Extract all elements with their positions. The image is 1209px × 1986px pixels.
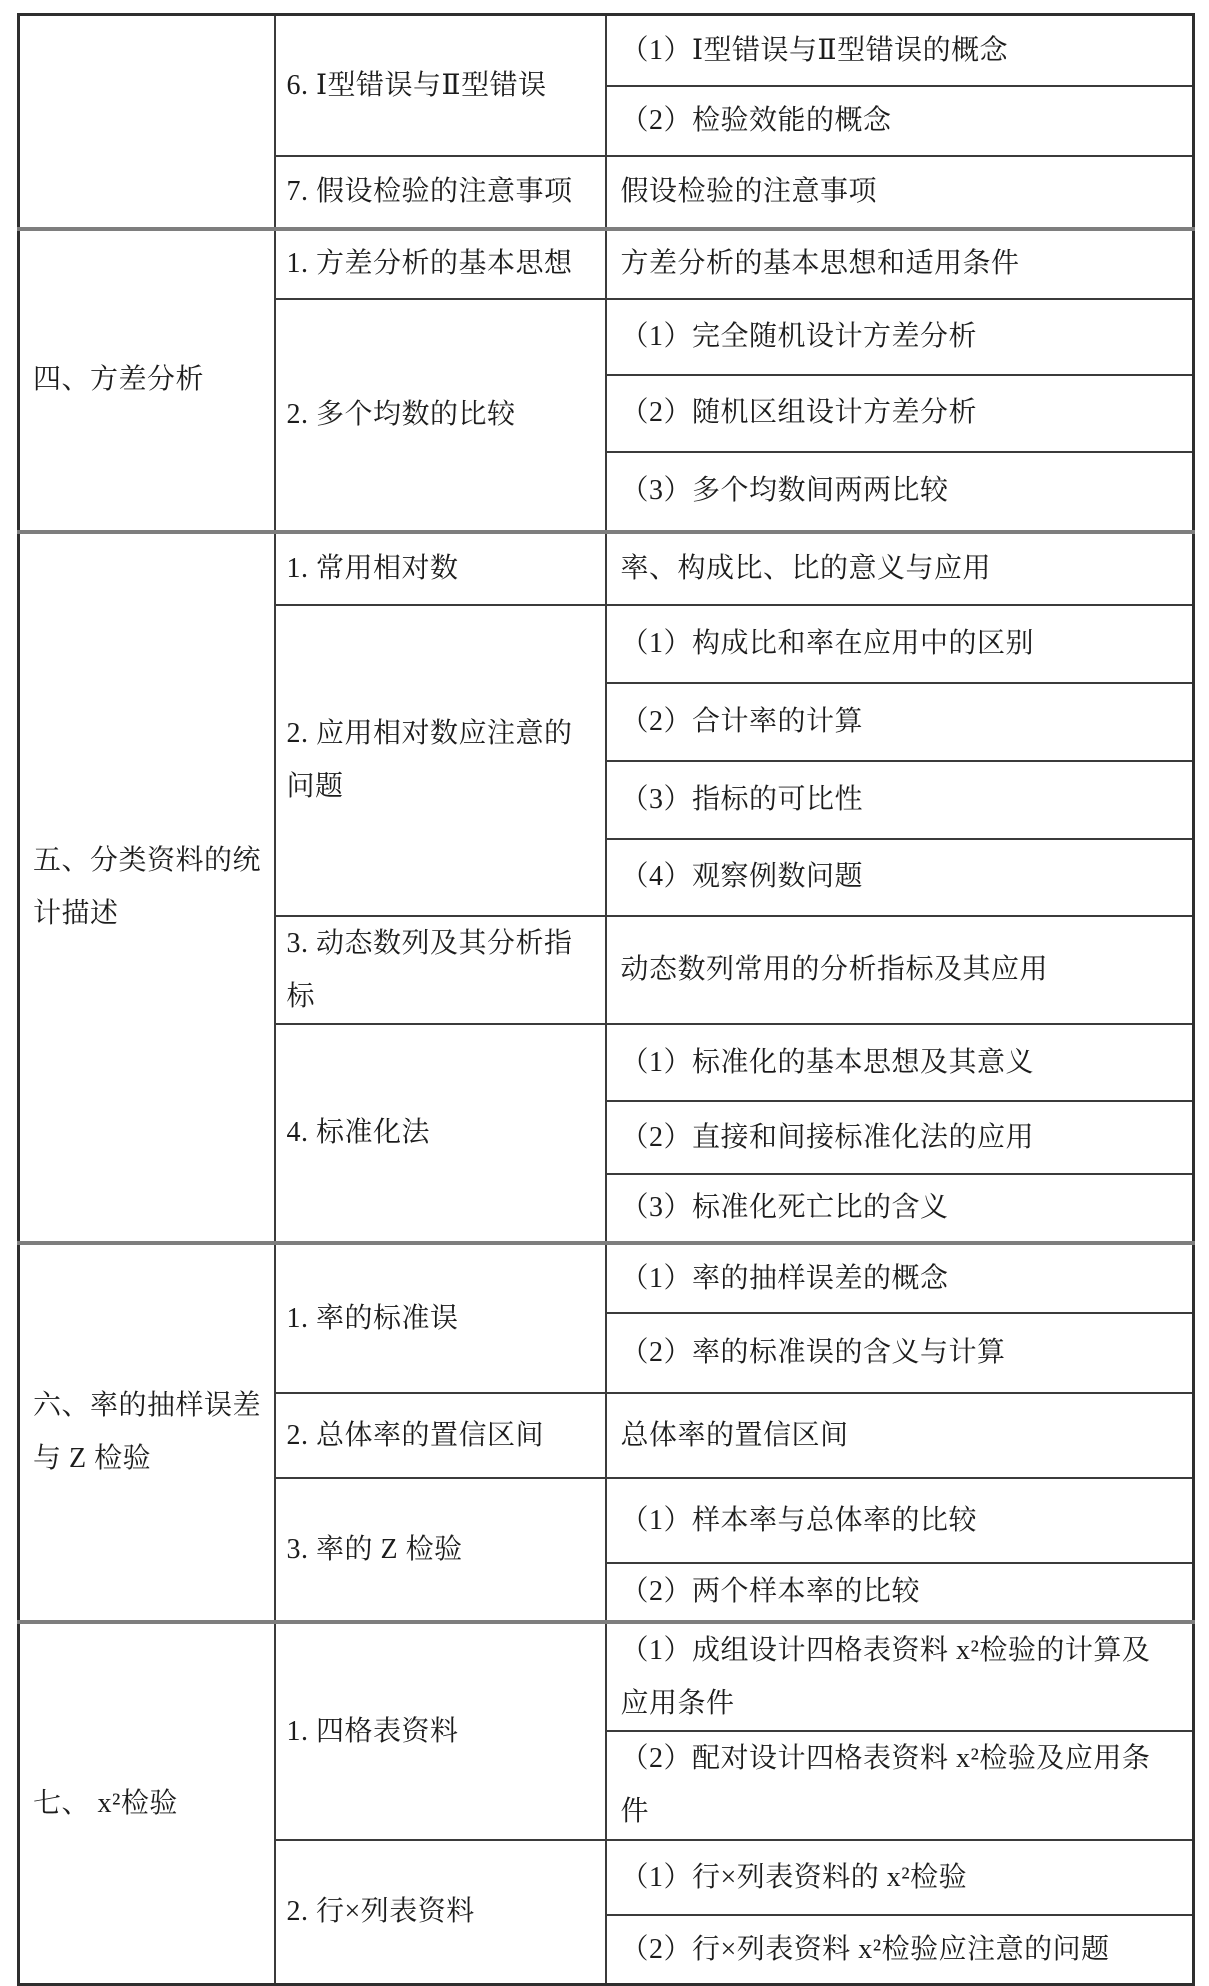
- section-cell: 四、方差分析: [19, 229, 275, 532]
- point-cell: 率、构成比、比的意义与应用: [606, 532, 1194, 605]
- topic-cell: 2. 总体率的置信区间: [275, 1393, 606, 1478]
- point-cell: （1）样本率与总体率的比较: [606, 1478, 1194, 1563]
- topic-cell: 3. 动态数列及其分析指标: [275, 916, 606, 1024]
- point-cell: （1）成组设计四格表资料 x²检验的计算及应用条件: [606, 1622, 1194, 1731]
- section-cell: 七、 x²检验: [19, 1622, 275, 1985]
- point-cell: （1）标准化的基本思想及其意义: [606, 1024, 1194, 1101]
- point-cell: （2）率的标准误的含义与计算: [606, 1313, 1194, 1393]
- point-cell: （3）指标的可比性: [606, 761, 1194, 839]
- section-cell: 五、分类资料的统计描述: [19, 532, 275, 1243]
- point-cell: （1）率的抽样误差的概念: [606, 1243, 1194, 1313]
- topic-cell: 7. 假设检验的注意事项: [275, 156, 606, 229]
- point-cell: （3）标准化死亡比的含义: [606, 1174, 1194, 1243]
- point-cell: （2）随机区组设计方差分析: [606, 375, 1194, 452]
- point-cell: 方差分析的基本思想和适用条件: [606, 229, 1194, 299]
- point-cell: 假设检验的注意事项: [606, 156, 1194, 229]
- topic-cell: 6. Ⅰ型错误与Ⅱ型错误: [275, 15, 606, 156]
- point-cell: （1）构成比和率在应用中的区别: [606, 605, 1194, 683]
- point-cell: （2）合计率的计算: [606, 683, 1194, 761]
- exam-outline-table: [17, 13, 1195, 1986]
- topic-cell: 1. 常用相对数: [275, 532, 606, 605]
- point-cell: （1）行×列表资料的 x²检验: [606, 1840, 1194, 1915]
- point-cell: （2）两个样本率的比较: [606, 1563, 1194, 1622]
- point-cell: （2）直接和间接标准化法的应用: [606, 1101, 1194, 1174]
- section-cell: [19, 15, 275, 229]
- point-cell: （1）Ⅰ型错误与Ⅱ型错误的概念: [606, 15, 1194, 86]
- topic-cell: 4. 标准化法: [275, 1024, 606, 1243]
- point-cell: （4）观察例数问题: [606, 839, 1194, 916]
- point-cell: 动态数列常用的分析指标及其应用: [606, 916, 1194, 1024]
- topic-cell: 3. 率的 Z 检验: [275, 1478, 606, 1622]
- section-cell: 六、率的抽样误差与 Z 检验: [19, 1243, 275, 1622]
- topic-cell: 2. 应用相对数应注意的问题: [275, 605, 606, 916]
- point-cell: 总体率的置信区间: [606, 1393, 1194, 1478]
- topic-cell: 1. 率的标准误: [275, 1243, 606, 1393]
- topic-cell: 2. 多个均数的比较: [275, 299, 606, 532]
- point-cell: （2）行×列表资料 x²检验应注意的问题: [606, 1915, 1194, 1985]
- point-cell: （2）检验效能的概念: [606, 86, 1194, 156]
- point-cell: （2）配对设计四格表资料 x²检验及应用条件: [606, 1731, 1194, 1839]
- topic-cell: 1. 方差分析的基本思想: [275, 229, 606, 299]
- point-cell: （3）多个均数间两两比较: [606, 452, 1194, 532]
- topic-cell: 2. 行×列表资料: [275, 1840, 606, 1985]
- point-cell: （1）完全随机设计方差分析: [606, 299, 1194, 375]
- topic-cell: 1. 四格表资料: [275, 1622, 606, 1840]
